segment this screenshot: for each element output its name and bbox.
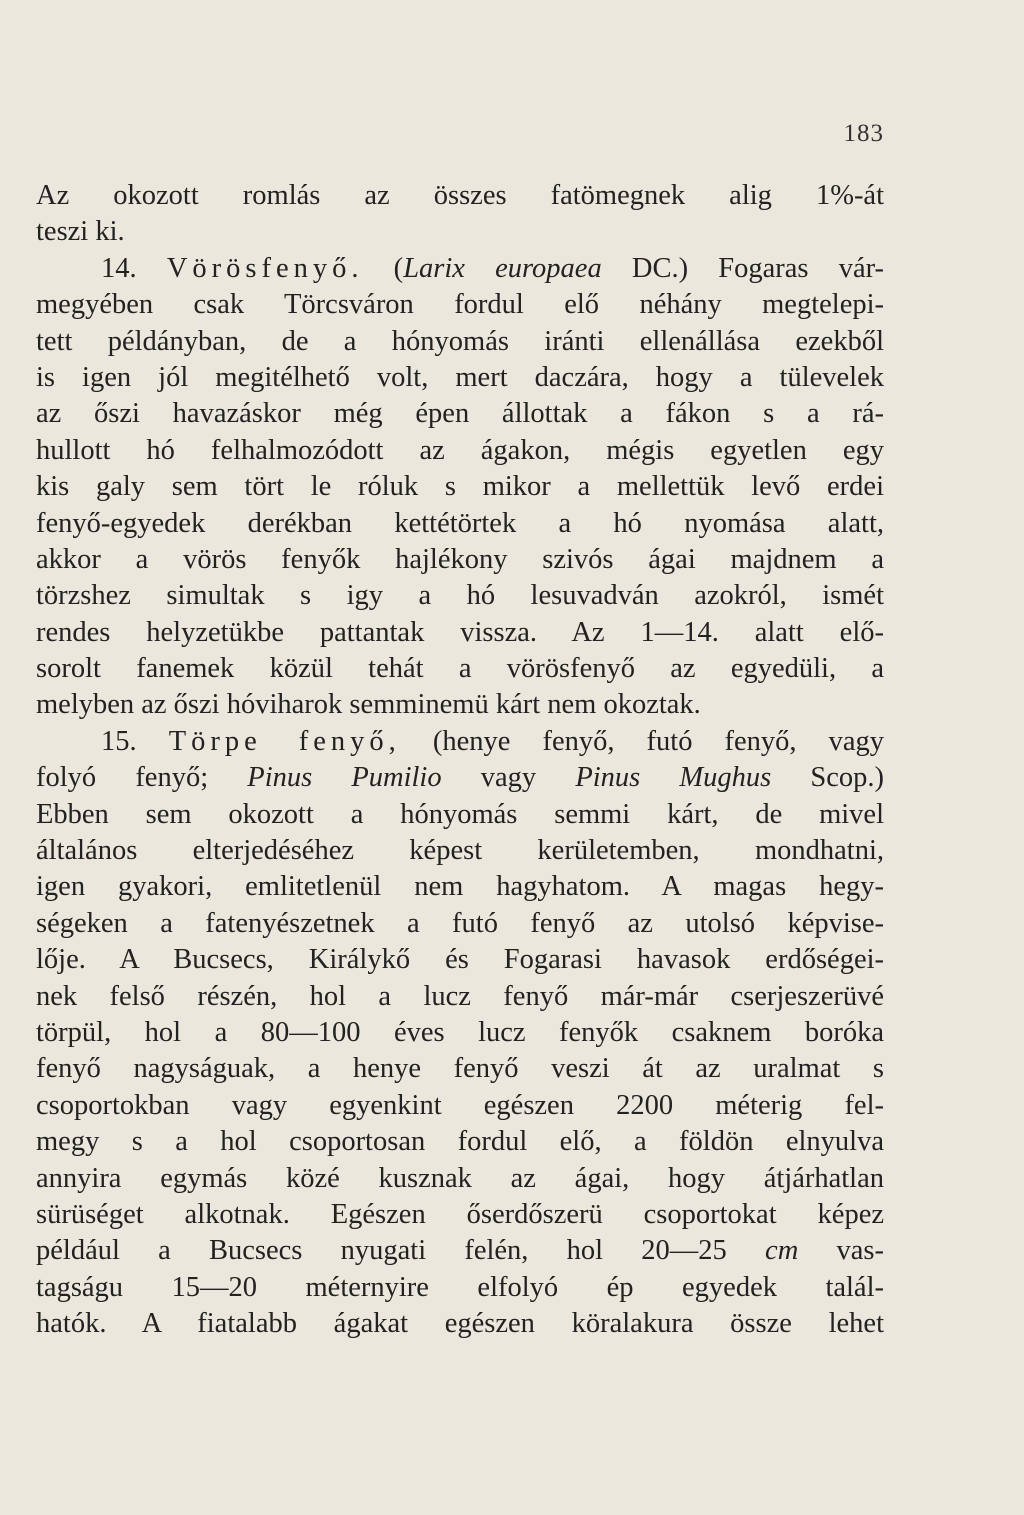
text-line: sorolt fanemek közül tehát a vörösfenyő az egyedüli, a bbox=[36, 653, 884, 685]
text-line: az őszi havazáskor még épen állottak a fákon s a rá- bbox=[36, 398, 884, 430]
text-line: fenyő-egyedek derékban kettétörtek a hó nyomása alatt, bbox=[36, 507, 884, 539]
text-line: igen gyakori, emlitetlenül nem hagyhatom. A magas hegy- bbox=[36, 871, 884, 903]
text-line: rendes helyzetükbe pattantak vissza. Az 1—14. alatt elő- bbox=[36, 616, 884, 648]
latin-name: Pinus Mughus bbox=[575, 762, 772, 794]
text-line: hullott hó felhalmozódott az ágakon, mégis egyetlen egy bbox=[36, 434, 884, 466]
text-line: tagságu 15—20 méternyire elfolyó ép egyedek talál- bbox=[36, 1271, 884, 1303]
text-line: Ebben sem okozott a hónyomás semmi kárt, de mivel bbox=[36, 798, 884, 830]
body-text bbox=[36, 178, 884, 1343]
text-line: csoportokban vagy egyenkint egészen 2200 méterig fel- bbox=[36, 1089, 884, 1121]
text-line: törpül, hol a 80—100 éves lucz fenyők csaknem boróka bbox=[36, 1016, 884, 1048]
text-line: kis galy sem tört le róluk s mikor a mellettük levő erdei bbox=[36, 471, 884, 503]
unit-abbrev: cm bbox=[765, 1235, 799, 1267]
text-line: fenyő nagyságuak, a henye fenyő veszi át az uralmat s bbox=[36, 1053, 884, 1085]
text-line: melyben az őszi hóviharok semminemü kárt nem okoztak. bbox=[36, 689, 701, 721]
text-line: nek felső részén, hol a lucz fenyő már-már cserjeszerüvé bbox=[36, 980, 884, 1012]
text-line: általános elterjedéséhez képest kerületemben, mondhatni, bbox=[36, 835, 884, 867]
text-line: annyira egymás közé kusznak az ágai, hogy átjárhatlan bbox=[36, 1162, 884, 1194]
text-line: megyében csak Törcsváron fordul elő néhány megtelepi- bbox=[36, 289, 884, 321]
text-line: megy s a hol csoportosan fordul elő, a földön elnyulva bbox=[36, 1126, 884, 1158]
text-line: is igen jól megitélhető volt, mert daczára, hogy a tülevelek bbox=[36, 361, 884, 393]
text-line: tett példányban, de a hónyomás iránti ellenállása ezekből bbox=[36, 325, 884, 357]
latin-name: Larix europaea bbox=[403, 252, 602, 284]
text-line: teszi ki. bbox=[36, 216, 125, 248]
text-line: 15. Törpe fenyő, (henye fenyő, futó fenyő, vagy bbox=[101, 725, 884, 757]
text-line: lője. A Bucsecs, Királykő és Fogarasi havasok erdőségei- bbox=[36, 944, 884, 976]
text-line: Az okozott romlás az összes fatömegnek alig 1%-át bbox=[36, 180, 884, 211]
text-line: 14. Vörösfenyő. (Larix europaea DC.) Fogaras vár- bbox=[101, 252, 884, 284]
species-heading: Törpe fenyő, bbox=[168, 725, 401, 757]
text-line: hatók. A fiatalabb ágakat egészen köralakura össze lehet bbox=[36, 1308, 884, 1340]
page-number: 183 bbox=[843, 120, 884, 147]
text-line: ségeken a fatenyészetnek a futó fenyő az utolsó képvise- bbox=[36, 907, 884, 939]
text-line: sürüséget alkotnak. Egészen őserdőszerü csoportokat képez bbox=[36, 1198, 884, 1230]
text-line: akkor a vörös fenyők hajlékony szivós ágai majdnem a bbox=[36, 543, 884, 575]
text-line: például a Bucsecs nyugati felén, hol 20—25 cm vas- bbox=[36, 1235, 884, 1267]
text-line: folyó fenyő; Pinus Pumilio vagy Pinus Mughus Scop.) bbox=[36, 762, 884, 794]
latin-name: Pinus Pumilio bbox=[247, 762, 442, 794]
text-line: törzshez simultak s igy a hó lesuvadván azokról, ismét bbox=[36, 580, 884, 612]
species-heading: Vörösfenyő. bbox=[166, 252, 364, 284]
